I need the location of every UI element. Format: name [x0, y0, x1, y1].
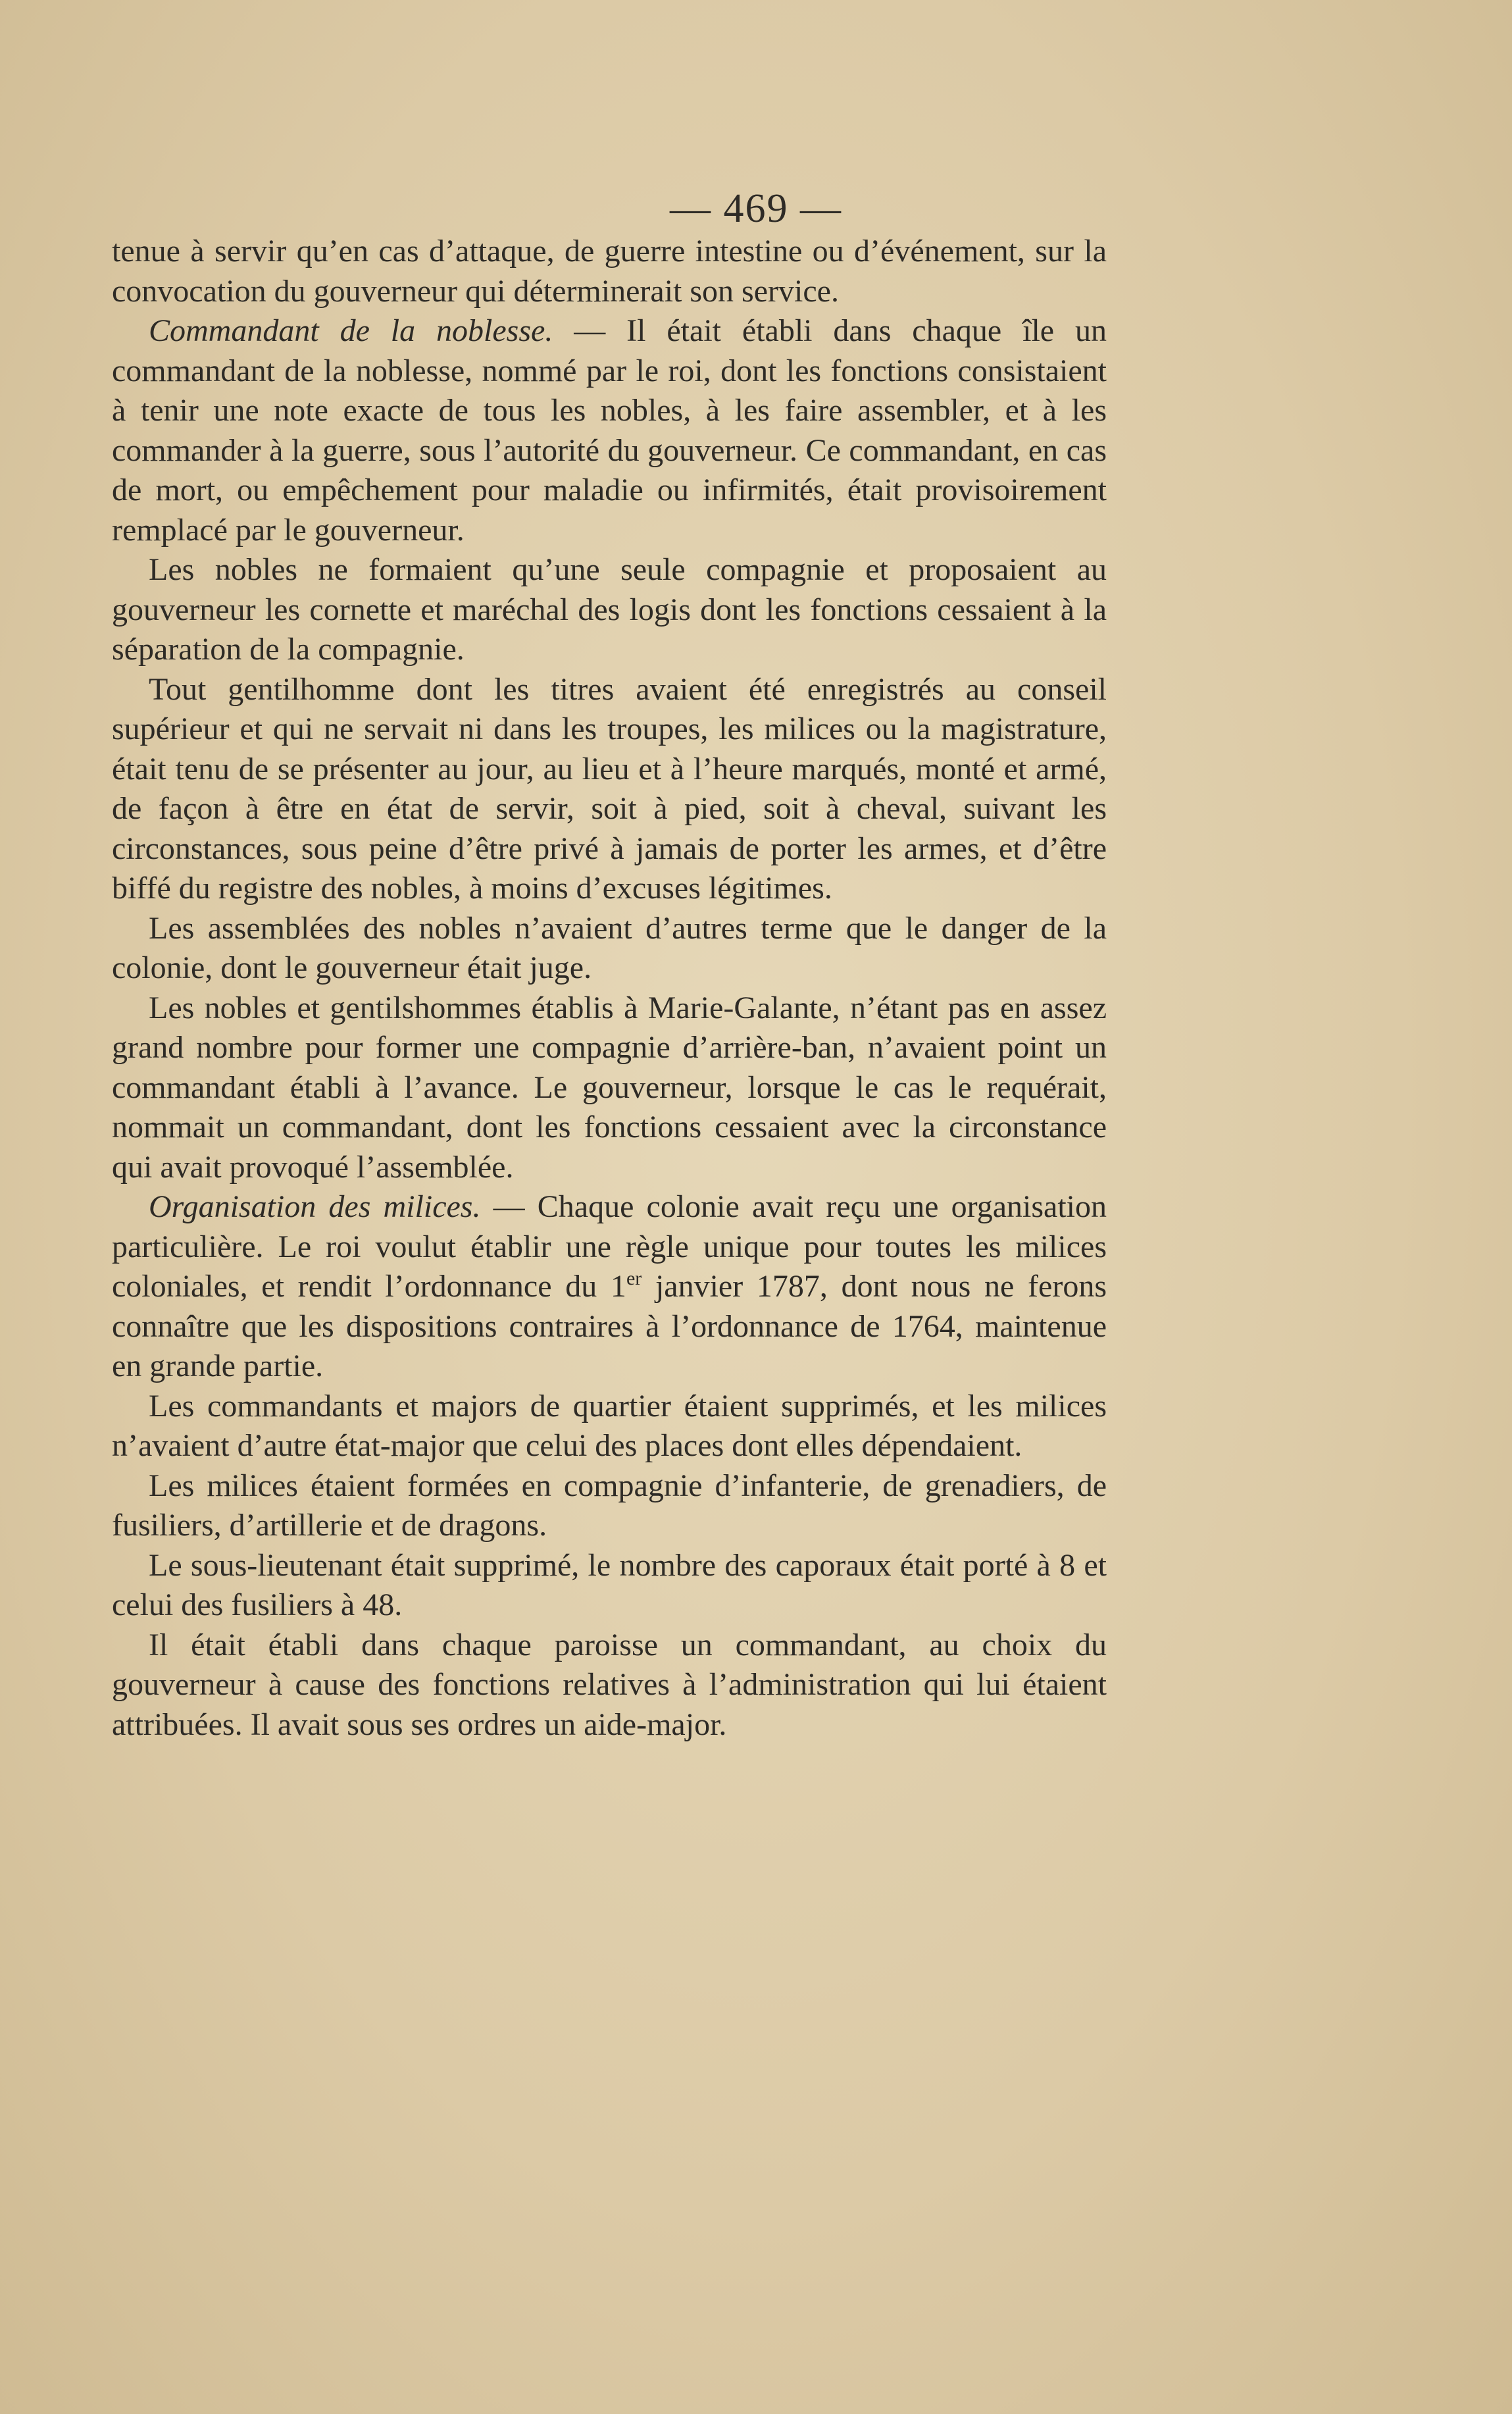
- section-heading-commandant-noblesse: Commandant de la noblesse.: [149, 313, 553, 348]
- paragraph: Tout gentilhomme dont les titres avaient été enregistrés au conseil supérieur et qui ne servait ni dans les troupes, les milices ou la magistrature, était tenu de se présenter au jour, au lieu et à l’heure marqués, monté et armé, de façon à être en état de servir, soit à pied, soit à cheval, suivant les circonstances, sous peine d’être privé à jamais de porter les armes, et d’être biffé du registre des nobles, à moins d’excuses légitimes.: [112, 671, 1107, 906]
- ordinal-superscript: er: [626, 1268, 642, 1289]
- paragraph-text: — Il était établi dans chaque île un commandant de la noblesse, nommé par le roi, dont les fonctions consistaient à tenir une note exacte de tous les nobles, à les faire assembler, et à les commander à la guerre, sous l’autorité du gouverneur. Ce commandant, en cas de mort, ou empêchement pour maladie ou infirmités, était provisoirement remplacé par le gouverneur.: [112, 313, 1107, 548]
- page-number: — 469 —: [670, 186, 842, 231]
- paragraph-commandant-noblesse: [112, 311, 1107, 550]
- paragraph-text: — Chaque colonie avait reçu une organisation particulière. Le roi voulut établir une règle unique pour toutes les milices coloniales, et rendit l’ordonnance du 1: [112, 1189, 1107, 1304]
- paragraph: Les assemblées des nobles n’avaient d’autres terme que le danger de la colonie, dont le gouverneur était juge.: [112, 910, 1107, 985]
- paragraph: Les commandants et majors de quartier étaient supprimés, et les milices n’avaient d’autre état-major que celui des places dont elles dépendaient.: [112, 1388, 1107, 1463]
- paragraph: Les milices étaient formées en compagnie d’infanterie, de grenadiers, de fusiliers, d’artillerie et de dragons.: [112, 1468, 1107, 1543]
- paragraph: Il était établi dans chaque paroisse un commandant, au choix du gouverneur à cause des fonctions relatives à l’administration qui lui étaient attribuées. Il avait sous ses ordres un aide-major.: [112, 1627, 1107, 1742]
- section-heading-organisation-milices: Organisation des milices.: [149, 1189, 481, 1224]
- paragraph: Les nobles ne formaient qu’une seule compagnie et proposaient au gouverneur les cornette et maréchal des logis dont les fonctions cessaient à la séparation de la compagnie.: [112, 552, 1107, 667]
- paragraph: Les nobles et gentilshommes établis à Marie-Galante, n’étant pas en assez grand nombre pour former une compagnie d’arrière-ban, n’avaient point un commandant établi à l’avance. Le gouverneur, lorsque le cas le requérait, nommait un commandant, dont les fonctions cessaient avec la circonstance qui avait provoqué l’assemblée.: [112, 990, 1107, 1185]
- body-text: [112, 232, 1107, 1745]
- paragraph: Le sous-lieutenant était supprimé, le nombre des caporaux était porté à 8 et celui des fusiliers à 48.: [112, 1547, 1107, 1622]
- paragraph-organisation-milices: [112, 1187, 1107, 1387]
- paragraph-text: janvier 1787, dont nous ne ferons connaître que les dispositions contraires à l’ordonnance de 1764, maintenue en grande partie.: [112, 1269, 1107, 1383]
- paragraph-continuation: tenue à servir qu’en cas d’attaque, de guerre intestine ou d’événement, sur la convocation du gouverneur qui déterminerait son service.: [112, 234, 1107, 309]
